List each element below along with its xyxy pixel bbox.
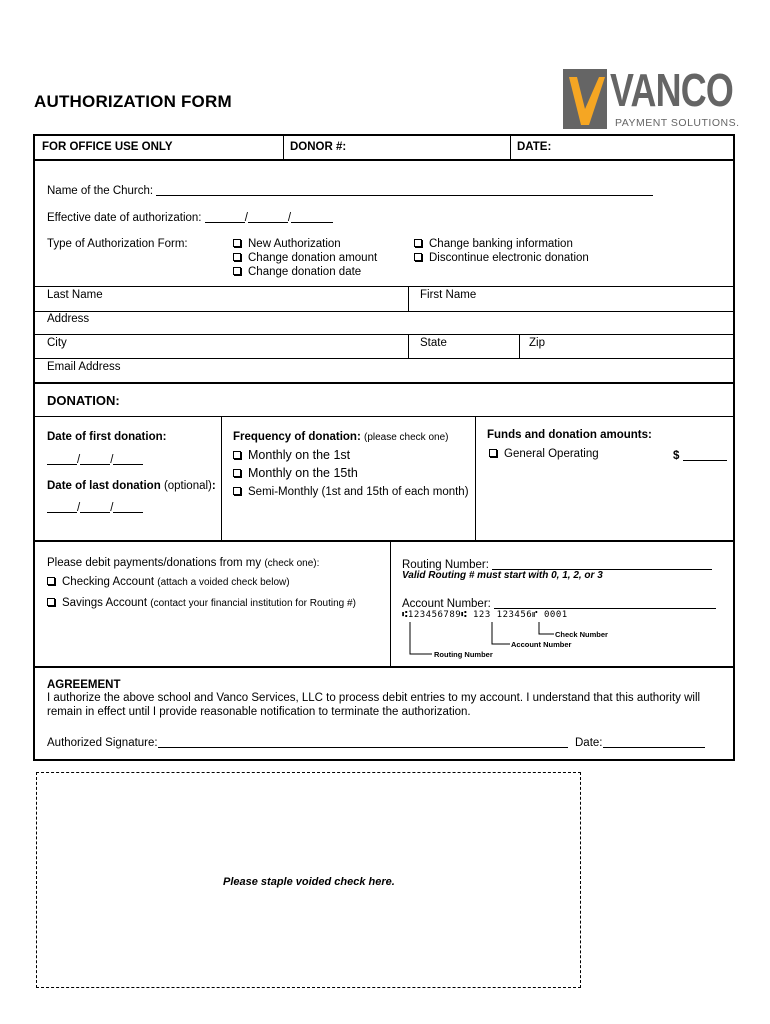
checkbox[interactable] bbox=[233, 451, 241, 459]
logo-tagline: PAYMENT SOLUTIONS. bbox=[615, 117, 740, 129]
checkbox[interactable] bbox=[233, 253, 241, 261]
checkbox[interactable] bbox=[233, 469, 241, 477]
routing-number-caption: Routing Number bbox=[434, 650, 493, 659]
form-title: AUTHORIZATION FORM bbox=[34, 92, 232, 111]
header-date-label: DATE: bbox=[517, 141, 552, 153]
first-donation-date-field[interactable]: / / bbox=[47, 452, 143, 466]
first-name-field[interactable]: First Name bbox=[420, 289, 477, 301]
donor-label: DONOR #: bbox=[290, 141, 347, 153]
option-change-amount[interactable]: Change donation amount bbox=[233, 252, 377, 264]
checkbox[interactable] bbox=[414, 239, 422, 247]
signature-field[interactable]: Authorized Signature: bbox=[47, 735, 568, 749]
donation-heading: DONATION: bbox=[47, 393, 120, 408]
option-discontinue[interactable]: Discontinue electronic donation bbox=[414, 252, 589, 264]
checkbox[interactable] bbox=[233, 487, 241, 495]
last-donation-date-field[interactable]: / / bbox=[47, 500, 143, 514]
logo-wordmark: VANCO bbox=[610, 64, 734, 116]
checkbox[interactable] bbox=[489, 449, 497, 457]
state-field[interactable]: State bbox=[420, 337, 447, 349]
check-micr-line: ⑆123456789⑆ 123 123456⑈ 0001 bbox=[402, 610, 568, 620]
option-change-banking[interactable]: Change banking information bbox=[414, 238, 573, 250]
check-diagram-leaders bbox=[402, 620, 602, 662]
fund-amount-field[interactable]: $ bbox=[673, 448, 727, 462]
last-donation-label: Date of last donation (optional): bbox=[47, 480, 216, 492]
checkbox[interactable] bbox=[47, 598, 55, 606]
freq-monthly-15th[interactable]: Monthly on the 15th bbox=[233, 466, 358, 480]
address-field[interactable]: Address bbox=[47, 313, 90, 325]
last-name-field[interactable]: Last Name bbox=[47, 289, 103, 301]
staple-instruction: Please staple voided check here. bbox=[223, 876, 395, 888]
account-number-caption: Account Number bbox=[511, 640, 572, 649]
agreement-heading: AGREEMENT bbox=[47, 679, 121, 691]
routing-number-field[interactable]: Routing Number: bbox=[402, 557, 712, 571]
checkbox[interactable] bbox=[233, 239, 241, 247]
fund-general-operating[interactable]: General Operating bbox=[489, 448, 599, 460]
church-name-field[interactable]: Name of the Church: bbox=[47, 183, 653, 197]
funds-label: Funds and donation amounts: bbox=[487, 429, 652, 441]
account-number-field[interactable]: Account Number: bbox=[402, 596, 716, 610]
check-number-caption: Check Number bbox=[555, 630, 608, 639]
option-new-authorization[interactable]: New Authorization bbox=[233, 238, 341, 250]
routing-note: Valid Routing # must start with 0, 1, 2, or 3 bbox=[402, 570, 603, 581]
office-use-label: FOR OFFICE USE ONLY bbox=[42, 141, 173, 153]
freq-monthly-1st[interactable]: Monthly on the 1st bbox=[233, 448, 350, 462]
first-donation-label: Date of first donation: bbox=[47, 431, 167, 443]
checkbox[interactable] bbox=[414, 253, 422, 261]
signature-date-field[interactable]: Date: bbox=[575, 735, 705, 749]
frequency-label: Frequency of donation: (please check one) bbox=[233, 431, 449, 443]
agreement-text-1: I authorize the above school and Vanco Services, LLC to process debit entries to my account. I understand that this authority will bbox=[47, 692, 701, 704]
debit-label: Please debit payments/donations from my (check one): bbox=[47, 557, 320, 569]
agreement-text-2: remain in effect until I provide reasonable notification to terminate the authorization. bbox=[47, 706, 471, 718]
checkbox[interactable] bbox=[233, 267, 241, 275]
zip-field[interactable]: Zip bbox=[529, 337, 545, 349]
checking-account-option[interactable]: Checking Account (attach a voided check below) bbox=[47, 576, 290, 588]
city-field[interactable]: City bbox=[47, 337, 67, 349]
effective-date-field[interactable]: Effective date of authorization: / / bbox=[47, 210, 333, 224]
auth-type-label: Type of Authorization Form: bbox=[47, 238, 188, 250]
freq-semi-monthly[interactable]: Semi-Monthly (1st and 15th of each month) bbox=[233, 486, 469, 498]
option-change-date[interactable]: Change donation date bbox=[233, 266, 361, 278]
email-field[interactable]: Email Address bbox=[47, 361, 121, 373]
savings-account-option[interactable]: Savings Account (contact your financial institution for Routing #) bbox=[47, 597, 356, 609]
checkbox[interactable] bbox=[47, 577, 55, 585]
form-frame bbox=[33, 134, 735, 761]
